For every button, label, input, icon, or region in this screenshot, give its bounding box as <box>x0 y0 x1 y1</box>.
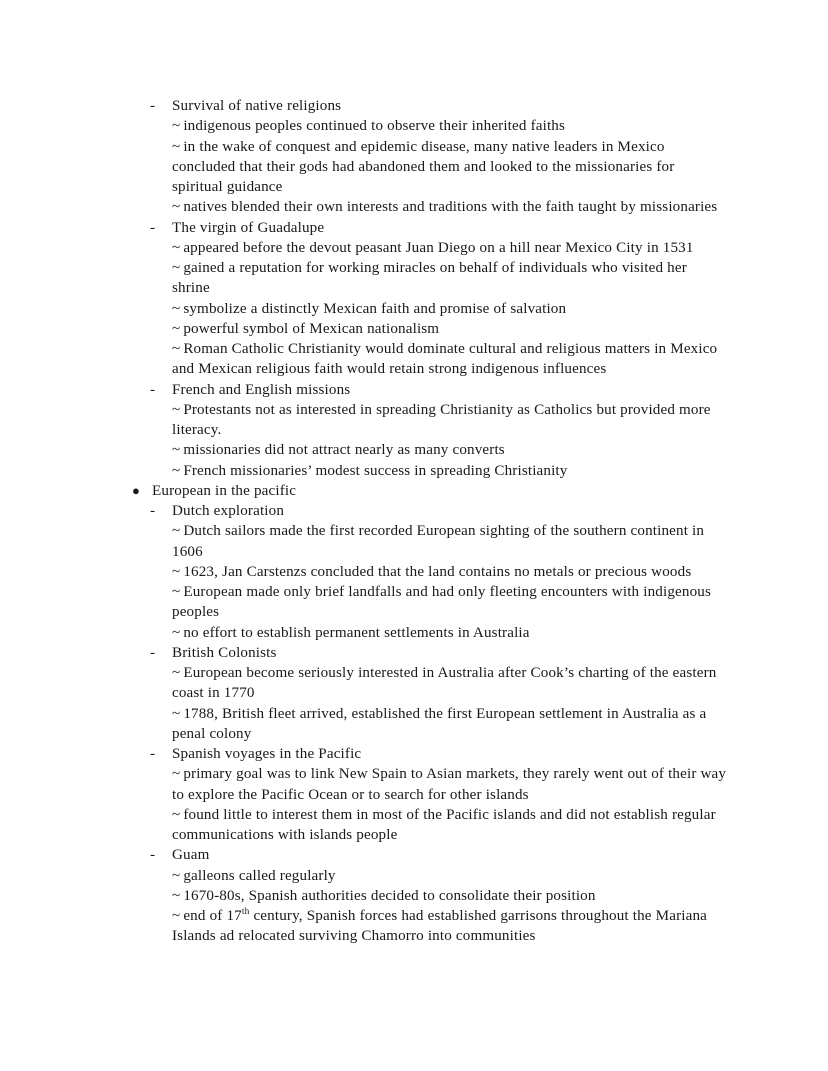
tilde-marker-icon: ~ <box>172 908 181 924</box>
outline-item-text <box>172 805 728 846</box>
outline-item-text <box>172 663 728 704</box>
outline-item-text-part: Spanish voyages in the Pacific <box>172 746 362 762</box>
outline-item-text <box>172 906 728 947</box>
outline-item-text-part: missionaries did not attract nearly as many converts <box>183 442 505 459</box>
tilde-marker-icon: ~ <box>172 341 181 357</box>
tilde-marker-icon: ~ <box>172 401 181 418</box>
outline-item-text <box>172 521 728 562</box>
outline-item-level-3 <box>172 886 728 906</box>
outline-item-level-3 <box>172 805 728 846</box>
outline-item-text-part: French missionaries’ modest success in spreading Christianity <box>183 462 568 479</box>
outline-item-text <box>172 461 728 481</box>
outline-item-level-3 <box>172 562 728 582</box>
outline-item-text <box>172 96 728 116</box>
outline-item-text-part: French and English missions <box>172 381 351 398</box>
tilde-marker-icon: ~ <box>172 320 181 337</box>
outline-item-text <box>172 886 728 906</box>
outline-item-level-2 <box>150 501 728 521</box>
outline-list <box>128 96 728 947</box>
outline-item-text-part: in the wake of conquest and epidemic disease, many native leaders in Mexico concluded that their gods had abandoned them and looked to the missionaries for spiritual guidance <box>172 138 675 195</box>
dash-marker-icon: - <box>150 503 156 519</box>
tilde-marker-icon: ~ <box>172 705 181 722</box>
outline-item-text-part: European made only brief landfalls and had only fleeting encounters with indigenous peoples <box>172 584 711 621</box>
outline-item-level-3 <box>172 906 728 947</box>
outline-item-text <box>152 481 728 501</box>
outline-item-text-part: no effort to establish permanent settlements in Australia <box>183 624 530 641</box>
outline-item-text <box>172 116 728 136</box>
outline-item-text <box>172 400 728 441</box>
outline-item-text-part: Protestants not as interested in spreading Christianity as Catholics but provided more literacy. <box>172 401 711 438</box>
outline-item-text <box>172 501 728 521</box>
tilde-marker-icon: ~ <box>172 563 181 580</box>
dash-marker-icon: - <box>150 219 156 236</box>
tilde-marker-icon: ~ <box>172 665 181 681</box>
outline-item-level-2 <box>150 845 728 865</box>
tilde-marker-icon: ~ <box>172 138 181 155</box>
tilde-marker-icon: ~ <box>172 523 181 540</box>
outline-item-level-1 <box>128 481 728 501</box>
outline-item-text-part: galleons called regularly <box>183 867 336 884</box>
outline-item-level-3 <box>172 197 728 217</box>
outline-item-level-2 <box>150 643 728 663</box>
outline-item-text-part: Roman Catholic Christianity would dominate cultural and religious matters in Mexico and Mexican religious faith would retain strong indigenous influences <box>172 341 718 378</box>
outline-item-text-part: found little to interest them in most of the Pacific islands and did not establish regular communications with islands people <box>172 806 716 843</box>
dash-marker-icon: - <box>150 847 156 864</box>
outline-item-text-part: 1670-80s, Spanish authorities decided to consolidate their position <box>183 887 596 904</box>
tilde-marker-icon: ~ <box>172 867 181 884</box>
outline-item-level-3 <box>172 238 728 258</box>
tilde-marker-icon: ~ <box>172 584 181 600</box>
outline-item-text-part: end of 17 <box>183 908 242 924</box>
outline-item-level-2 <box>150 96 728 116</box>
outline-item-text <box>172 764 728 805</box>
tilde-marker-icon: ~ <box>172 806 181 823</box>
outline-item-text <box>172 238 728 258</box>
outline-item-text-part: Dutch exploration <box>172 503 285 519</box>
outline-item-level-3 <box>172 116 728 136</box>
outline-item-level-3 <box>172 582 728 623</box>
tilde-marker-icon: ~ <box>172 260 181 276</box>
outline-item-text-part: primary goal was to link New Spain to Asian markets, they rarely went out of their way to explore the Pacific Ocean or to search for other islands <box>172 766 727 803</box>
outline-item-text-part: symbolize a distinctly Mexican faith and promise of salvation <box>183 300 567 317</box>
outline-item-text-part: 1788, British fleet arrived, established the first European settlement in Australia as a penal colony <box>172 705 707 742</box>
outline-item-level-3 <box>172 663 728 704</box>
tilde-marker-icon: ~ <box>172 442 181 459</box>
outline-item-text <box>172 704 728 745</box>
outline-item-text-part: European become seriously interested in Australia after Cook’s charting of the eastern coast in 1770 <box>172 665 717 702</box>
outline-item-text <box>172 744 728 764</box>
outline-item-level-3 <box>172 299 728 319</box>
outline-item-text-part: gained a reputation for working miracles on behalf of individuals who visited her shrine <box>172 260 687 297</box>
outline-item-text <box>172 582 728 623</box>
outline-item-level-3 <box>172 137 728 198</box>
outline-item-level-3 <box>172 319 728 339</box>
outline-item-text-part: Dutch sailors made the first recorded European sighting of the southern continent in 1606 <box>172 523 705 560</box>
tilde-marker-icon: ~ <box>172 300 181 317</box>
outline-item-text <box>172 339 728 380</box>
outline-item-level-2 <box>150 380 728 400</box>
outline-item-text-part: European in the pacific <box>152 482 297 499</box>
tilde-marker-icon: ~ <box>172 887 181 904</box>
outline-item-text-part: Survival of native religions <box>172 98 342 114</box>
outline-item-level-2 <box>150 744 728 764</box>
outline-item-text <box>172 319 728 339</box>
outline-item-level-3 <box>172 258 728 299</box>
tilde-marker-icon: ~ <box>172 199 181 216</box>
outline-item-text-part: century, Spanish forces had established garrisons throughout the Mariana Islands ad relocated surviving Chamorro into communities <box>172 908 708 945</box>
outline-item-text <box>172 258 728 299</box>
outline-item-level-3 <box>172 440 728 460</box>
outline-item-text <box>172 440 728 460</box>
tilde-marker-icon: ~ <box>172 624 181 641</box>
outline-item-text-part: powerful symbol of Mexican nationalism <box>183 320 440 337</box>
dash-marker-icon: - <box>150 98 156 114</box>
outline-item-text-part: indigenous peoples continued to observe their inherited faiths <box>183 118 566 135</box>
tilde-marker-icon: ~ <box>172 766 181 783</box>
outline-item-level-3 <box>172 521 728 562</box>
dash-marker-icon: - <box>150 746 156 762</box>
outline-item-text-part: appeared before the devout peasant Juan Diego on a hill near Mexico City in 1531 <box>183 239 694 256</box>
outline-item-text <box>172 562 728 582</box>
outline-item-text <box>172 623 728 643</box>
dash-marker-icon: - <box>150 644 156 661</box>
outline-item-text-part: The virgin of Guadalupe <box>172 219 325 236</box>
outline-item-level-3 <box>172 704 728 745</box>
outline-item-text-part: natives blended their own interests and traditions with the faith taught by missionaries <box>183 199 718 216</box>
outline-item-text-part: 1623, Jan Carstenzs concluded that the land contains no metals or precious woods <box>183 563 692 580</box>
ordinal-suffix: th <box>241 906 250 917</box>
outline-item-level-3 <box>172 461 728 481</box>
outline-item-level-3 <box>172 764 728 805</box>
outline-item-level-3 <box>172 866 728 886</box>
outline-item-text <box>172 197 728 217</box>
outline-item-text <box>172 380 728 400</box>
outline-item-level-2 <box>150 218 728 238</box>
dash-marker-icon: - <box>150 381 156 398</box>
tilde-marker-icon: ~ <box>172 118 181 135</box>
tilde-marker-icon: ~ <box>172 462 181 479</box>
bullet-marker-icon: ● <box>132 482 141 498</box>
outline-item-text-part: Guam <box>172 847 210 864</box>
outline-item-text-part: British Colonists <box>172 644 277 661</box>
outline-item-text <box>172 218 728 238</box>
tilde-marker-icon: ~ <box>172 239 181 256</box>
outline-item-level-3 <box>172 339 728 380</box>
outline-item-level-3 <box>172 623 728 643</box>
outline-item-text <box>172 845 728 865</box>
outline-item-text <box>172 643 728 663</box>
outline-item-text <box>172 866 728 886</box>
outline-item-text <box>172 299 728 319</box>
outline-item-level-3 <box>172 400 728 441</box>
outline-item-text <box>172 137 728 198</box>
